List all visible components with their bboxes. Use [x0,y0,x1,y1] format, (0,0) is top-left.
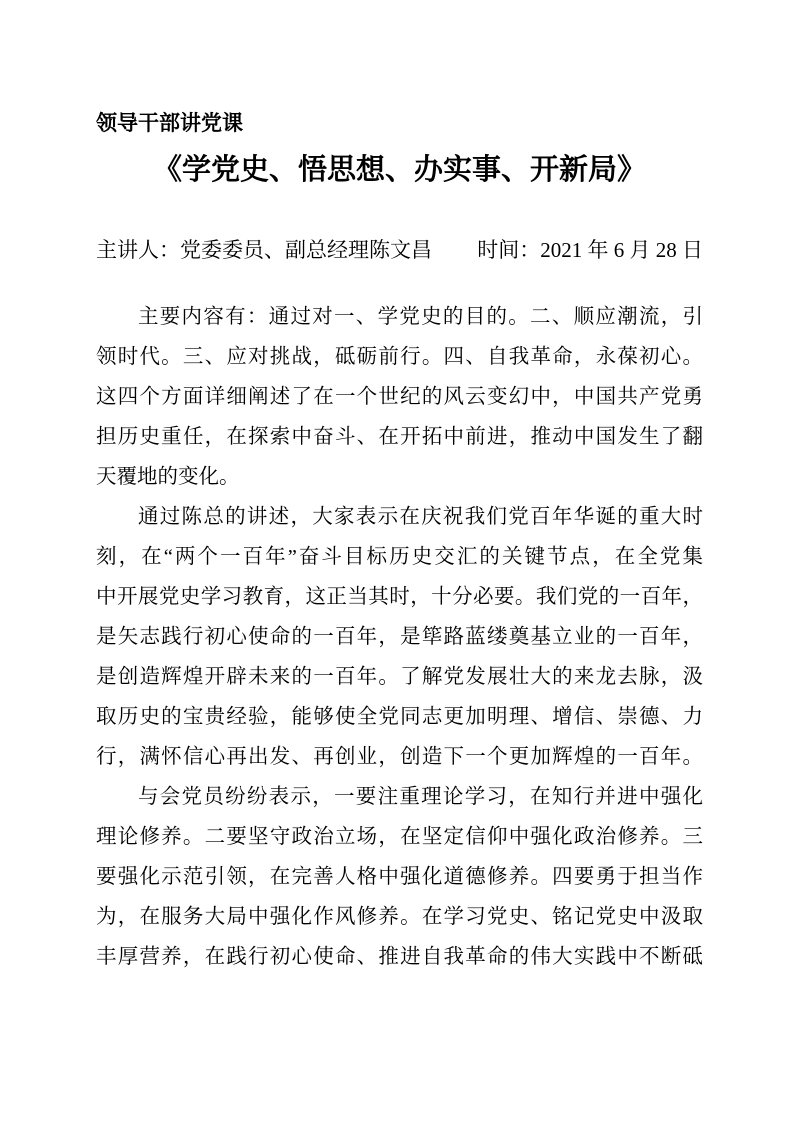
speaker-time-line [96,235,703,265]
paragraph [96,777,703,977]
text-line: 丰厚营养，在践行初心使命、推进自我革命的伟大实践中不断砥 [96,946,703,968]
text-line: 行，满怀信心再出发、再创业，创造下一个更加辉煌的一百年。 [96,746,703,768]
time-label: 时间：2021 年 6 月 28 日 [477,238,703,262]
speaker-label: 主讲人：党委委员、副总经理陈文昌 [96,238,432,262]
paragraph [96,497,703,777]
text-line: 是矢志践行初心使命的一百年，是筚路蓝缕奠基立业的一百年， [96,626,703,648]
text-line: 领时代。三、应对挑战，砥砺前行。四、自我革命，永葆初心。 [96,346,703,368]
text-line: 为，在服务大局中强化作风修养。在学习党史、铭记党史中汲取 [96,906,703,928]
text-line: 这四个方面详细阐述了在一个世纪的风云变幻中，中国共产党勇 [96,386,703,408]
text-line: 要强化示范引领，在完善人格中强化道德修养。四要勇于担当作 [96,866,703,888]
text-line: 主要内容有：通过对一、学党史的目的。二、顺应潮流，引 [138,306,703,328]
text-line: 与会党员纷纷表示，一要注重理论学习，在知行并进中强化 [138,786,703,808]
text-line: 天覆地的变化。 [96,466,240,488]
text-line: 理论修养。二要坚守政治立场，在坚定信仰中强化政治修养。三 [96,826,703,848]
text-line: 取历史的宝贵经验，能够使全党同志更加明理、增信、崇德、力 [96,706,703,728]
text-line: 刻，在“两个一百年”奋斗目标历史交汇的关键节点，在全党集 [96,546,703,568]
document-header-label: 领导干部讲党课 [96,112,243,135]
text-line: 担历史重任，在探索中奋斗、在开拓中前进，推动中国发生了翻 [96,426,703,448]
text-line: 中开展党史学习教育，这正当其时，十分必要。我们党的一百年， [96,586,703,608]
document-title: 《学党史、悟思想、办实事、开新局》 [152,154,646,186]
text-line: 通过陈总的讲述，大家表示在庆祝我们党百年华诞的重大时 [138,506,703,528]
text-line: 是创造辉煌开辟未来的一百年。了解党发展壮大的来龙去脉，汲 [96,666,703,688]
document-body [96,297,703,977]
paragraph [96,297,703,497]
